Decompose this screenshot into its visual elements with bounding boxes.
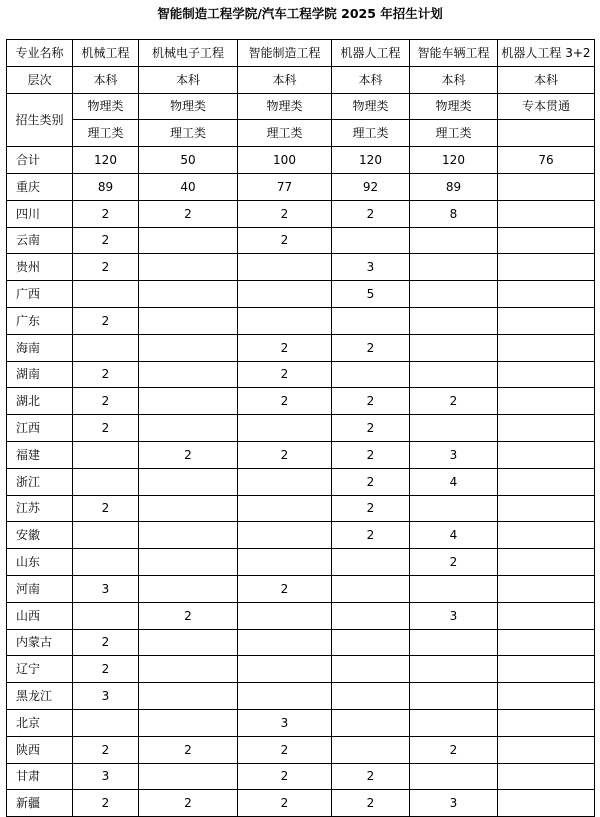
quota-cell xyxy=(410,361,498,388)
quota-cell: 2 xyxy=(73,790,139,817)
category-label-cell: 招生类别 xyxy=(7,93,73,147)
category-cell: 物理类 xyxy=(238,93,332,120)
quota-cell xyxy=(332,361,410,388)
level-cell: 本科 xyxy=(73,66,139,93)
category-row-1 xyxy=(7,93,595,120)
quota-cell xyxy=(238,602,332,629)
quota-cell xyxy=(498,763,595,790)
province-name-cell: 湖北 xyxy=(7,388,73,415)
major-header-cell: 机器人工程 xyxy=(332,40,410,67)
category-cell: 理工类 xyxy=(410,120,498,147)
quota-cell: 2 xyxy=(332,790,410,817)
category-cell: 理工类 xyxy=(332,120,410,147)
province-name-cell: 内蒙古 xyxy=(7,629,73,656)
quota-cell: 4 xyxy=(410,522,498,549)
quota-cell: 2 xyxy=(238,736,332,763)
province-row xyxy=(7,334,595,361)
quota-cell: 3 xyxy=(73,575,139,602)
quota-cell: 2 xyxy=(410,736,498,763)
province-row xyxy=(7,522,595,549)
quota-cell: 2 xyxy=(332,415,410,442)
quota-cell xyxy=(139,254,238,281)
category-cell: 物理类 xyxy=(139,93,238,120)
quota-cell: 3 xyxy=(332,254,410,281)
province-row xyxy=(7,227,595,254)
quota-cell: 2 xyxy=(73,629,139,656)
province-name-cell: 山东 xyxy=(7,549,73,576)
header-row xyxy=(7,40,595,67)
province-row xyxy=(7,281,595,308)
quota-cell xyxy=(73,281,139,308)
quota-cell: 89 xyxy=(410,173,498,200)
province-name-cell: 陕西 xyxy=(7,736,73,763)
quota-cell: 2 xyxy=(332,334,410,361)
quota-cell: 2 xyxy=(332,522,410,549)
quota-cell xyxy=(332,307,410,334)
level-cell: 本科 xyxy=(410,66,498,93)
quota-cell xyxy=(498,522,595,549)
quota-cell xyxy=(498,683,595,710)
quota-cell: 2 xyxy=(73,415,139,442)
quota-cell: 2 xyxy=(332,200,410,227)
quota-cell: 2 xyxy=(238,575,332,602)
quota-cell: 2 xyxy=(238,388,332,415)
quota-cell xyxy=(332,736,410,763)
quota-cell xyxy=(139,629,238,656)
quota-cell xyxy=(410,281,498,308)
quota-cell xyxy=(238,656,332,683)
quota-cell xyxy=(139,763,238,790)
quota-cell: 2 xyxy=(332,495,410,522)
level-cell: 本科 xyxy=(498,66,595,93)
quota-cell xyxy=(238,307,332,334)
province-name-cell: 黑龙江 xyxy=(7,683,73,710)
province-name-cell: 湖南 xyxy=(7,361,73,388)
province-row xyxy=(7,415,595,442)
quota-cell: 2 xyxy=(332,441,410,468)
quota-cell: 2 xyxy=(238,227,332,254)
quota-cell: 120 xyxy=(410,147,498,174)
province-row xyxy=(7,388,595,415)
province-name-cell: 安徽 xyxy=(7,522,73,549)
quota-cell xyxy=(332,683,410,710)
quota-cell xyxy=(410,334,498,361)
province-name-cell: 重庆 xyxy=(7,173,73,200)
province-name-cell: 四川 xyxy=(7,200,73,227)
province-row xyxy=(7,575,595,602)
quota-cell xyxy=(498,227,595,254)
quota-cell xyxy=(332,575,410,602)
province-row xyxy=(7,307,595,334)
province-name-cell: 江西 xyxy=(7,415,73,442)
quota-cell xyxy=(139,575,238,602)
province-name-cell: 辽宁 xyxy=(7,656,73,683)
quota-cell: 2 xyxy=(73,227,139,254)
province-name-cell: 北京 xyxy=(7,709,73,736)
quota-cell xyxy=(238,495,332,522)
province-name-cell: 福建 xyxy=(7,441,73,468)
quota-cell xyxy=(139,388,238,415)
major-header-cell: 智能制造工程 xyxy=(238,40,332,67)
quota-cell xyxy=(498,468,595,495)
quota-cell xyxy=(139,361,238,388)
quota-cell: 100 xyxy=(238,147,332,174)
quota-cell xyxy=(410,415,498,442)
quota-cell: 2 xyxy=(332,763,410,790)
province-name-cell: 贵州 xyxy=(7,254,73,281)
quota-cell xyxy=(498,173,595,200)
quota-cell xyxy=(139,522,238,549)
quota-cell: 8 xyxy=(410,200,498,227)
province-row xyxy=(7,173,595,200)
quota-cell: 2 xyxy=(139,790,238,817)
quota-cell: 2 xyxy=(410,388,498,415)
quota-cell xyxy=(332,227,410,254)
province-row xyxy=(7,656,595,683)
quota-cell: 2 xyxy=(238,334,332,361)
quota-cell xyxy=(73,709,139,736)
quota-cell: 3 xyxy=(410,441,498,468)
quota-cell xyxy=(73,602,139,629)
quota-cell xyxy=(332,549,410,576)
quota-cell: 3 xyxy=(410,790,498,817)
major-header-cell: 机器人工程 3+2 xyxy=(498,40,595,67)
major-header-cell: 机械工程 xyxy=(73,40,139,67)
province-row xyxy=(7,602,595,629)
quota-cell: 2 xyxy=(73,736,139,763)
category-cell: 物理类 xyxy=(332,93,410,120)
category-cell: 理工类 xyxy=(139,120,238,147)
level-cell: 本科 xyxy=(139,66,238,93)
quota-cell: 76 xyxy=(498,147,595,174)
category-row-2 xyxy=(7,120,595,147)
quota-cell: 2 xyxy=(410,549,498,576)
quota-cell: 2 xyxy=(139,441,238,468)
quota-cell xyxy=(332,656,410,683)
province-name-cell: 甘肃 xyxy=(7,763,73,790)
province-row xyxy=(7,709,595,736)
quota-cell xyxy=(238,683,332,710)
province-row xyxy=(7,254,595,281)
quota-cell xyxy=(498,790,595,817)
quota-cell: 5 xyxy=(332,281,410,308)
quota-cell: 50 xyxy=(139,147,238,174)
quota-cell: 2 xyxy=(73,254,139,281)
quota-cell xyxy=(139,307,238,334)
quota-cell xyxy=(498,709,595,736)
quota-cell xyxy=(139,281,238,308)
quota-cell xyxy=(498,281,595,308)
quota-cell xyxy=(238,522,332,549)
quota-cell xyxy=(238,281,332,308)
quota-cell: 89 xyxy=(73,173,139,200)
quota-cell: 2 xyxy=(73,495,139,522)
quota-cell xyxy=(139,227,238,254)
quota-cell: 77 xyxy=(238,173,332,200)
quota-cell xyxy=(410,307,498,334)
category-cell: 物理类 xyxy=(410,93,498,120)
quota-cell: 2 xyxy=(73,361,139,388)
province-name-cell: 新疆 xyxy=(7,790,73,817)
quota-cell xyxy=(410,575,498,602)
quota-cell: 120 xyxy=(332,147,410,174)
quota-cell xyxy=(410,763,498,790)
quota-cell xyxy=(332,709,410,736)
major-header-cell: 智能车辆工程 xyxy=(410,40,498,67)
province-row xyxy=(7,468,595,495)
quota-cell xyxy=(238,254,332,281)
quota-cell: 2 xyxy=(139,602,238,629)
level-cell: 本科 xyxy=(238,66,332,93)
province-row xyxy=(7,790,595,817)
quota-cell xyxy=(498,736,595,763)
major-header-cell: 机械电子工程 xyxy=(139,40,238,67)
quota-cell xyxy=(139,683,238,710)
quota-cell xyxy=(498,549,595,576)
province-row xyxy=(7,441,595,468)
province-name-cell: 广东 xyxy=(7,307,73,334)
quota-cell xyxy=(498,334,595,361)
quota-cell: 2 xyxy=(73,200,139,227)
quota-cell xyxy=(498,602,595,629)
quota-cell xyxy=(498,441,595,468)
quota-cell xyxy=(410,495,498,522)
quota-cell: 3 xyxy=(73,683,139,710)
quota-cell xyxy=(498,254,595,281)
quota-cell xyxy=(498,629,595,656)
quota-cell xyxy=(139,549,238,576)
quota-cell xyxy=(73,522,139,549)
quota-cell xyxy=(73,468,139,495)
quota-cell: 2 xyxy=(139,736,238,763)
province-row xyxy=(7,549,595,576)
quota-cell: 3 xyxy=(238,709,332,736)
category-cell: 理工类 xyxy=(238,120,332,147)
quota-cell: 2 xyxy=(238,441,332,468)
quota-cell xyxy=(73,441,139,468)
quota-cell xyxy=(498,307,595,334)
quota-cell: 40 xyxy=(139,173,238,200)
category-cell xyxy=(498,120,595,147)
quota-cell: 2 xyxy=(73,388,139,415)
province-row xyxy=(7,629,595,656)
quota-cell: 92 xyxy=(332,173,410,200)
level-row xyxy=(7,66,595,93)
quota-cell xyxy=(498,361,595,388)
province-name-cell: 海南 xyxy=(7,334,73,361)
quota-cell: 2 xyxy=(238,790,332,817)
quota-cell xyxy=(332,629,410,656)
enrollment-plan-table xyxy=(6,39,595,817)
province-row xyxy=(7,763,595,790)
province-row xyxy=(7,200,595,227)
province-name-cell: 河南 xyxy=(7,575,73,602)
level-cell: 本科 xyxy=(332,66,410,93)
quota-cell: 3 xyxy=(73,763,139,790)
quota-cell xyxy=(139,468,238,495)
quota-cell xyxy=(238,415,332,442)
province-name-cell: 浙江 xyxy=(7,468,73,495)
quota-cell: 120 xyxy=(73,147,139,174)
quota-cell: 2 xyxy=(238,361,332,388)
quota-cell xyxy=(410,629,498,656)
quota-cell xyxy=(139,495,238,522)
document-title: 智能制造工程学院/汽车工程学院 2025 年招生计划 xyxy=(157,6,443,21)
category-cell: 专本贯通 xyxy=(498,93,595,120)
province-name-cell: 广西 xyxy=(7,281,73,308)
province-name-cell: 江苏 xyxy=(7,495,73,522)
quota-cell: 4 xyxy=(410,468,498,495)
province-row xyxy=(7,736,595,763)
header-label-cell: 专业名称 xyxy=(7,40,73,67)
quota-cell: 2 xyxy=(238,200,332,227)
quota-cell: 2 xyxy=(139,200,238,227)
quota-cell xyxy=(73,334,139,361)
quota-cell xyxy=(410,683,498,710)
quota-cell xyxy=(498,388,595,415)
quota-cell xyxy=(498,495,595,522)
quota-cell xyxy=(332,602,410,629)
quota-cell: 2 xyxy=(332,388,410,415)
province-name-cell: 山西 xyxy=(7,602,73,629)
category-cell: 物理类 xyxy=(73,93,139,120)
quota-cell xyxy=(139,415,238,442)
category-cell: 理工类 xyxy=(73,120,139,147)
quota-cell xyxy=(410,656,498,683)
quota-cell xyxy=(410,227,498,254)
quota-cell xyxy=(139,709,238,736)
total-label-cell: 合计 xyxy=(7,147,73,174)
quota-cell xyxy=(238,549,332,576)
province-row xyxy=(7,361,595,388)
quota-cell xyxy=(498,656,595,683)
quota-cell: 2 xyxy=(332,468,410,495)
quota-cell xyxy=(498,575,595,602)
quota-cell xyxy=(410,254,498,281)
province-row xyxy=(7,683,595,710)
quota-cell xyxy=(139,334,238,361)
level-label-cell: 层次 xyxy=(7,66,73,93)
province-name-cell: 云南 xyxy=(7,227,73,254)
quota-cell xyxy=(498,200,595,227)
quota-cell xyxy=(238,468,332,495)
province-row xyxy=(7,495,595,522)
quota-cell xyxy=(498,415,595,442)
quota-cell xyxy=(410,709,498,736)
quota-cell xyxy=(139,656,238,683)
quota-cell xyxy=(238,629,332,656)
quota-cell: 2 xyxy=(73,307,139,334)
total-row xyxy=(7,147,595,174)
quota-cell: 3 xyxy=(410,602,498,629)
quota-cell: 2 xyxy=(238,763,332,790)
quota-cell xyxy=(73,549,139,576)
quota-cell: 2 xyxy=(73,656,139,683)
